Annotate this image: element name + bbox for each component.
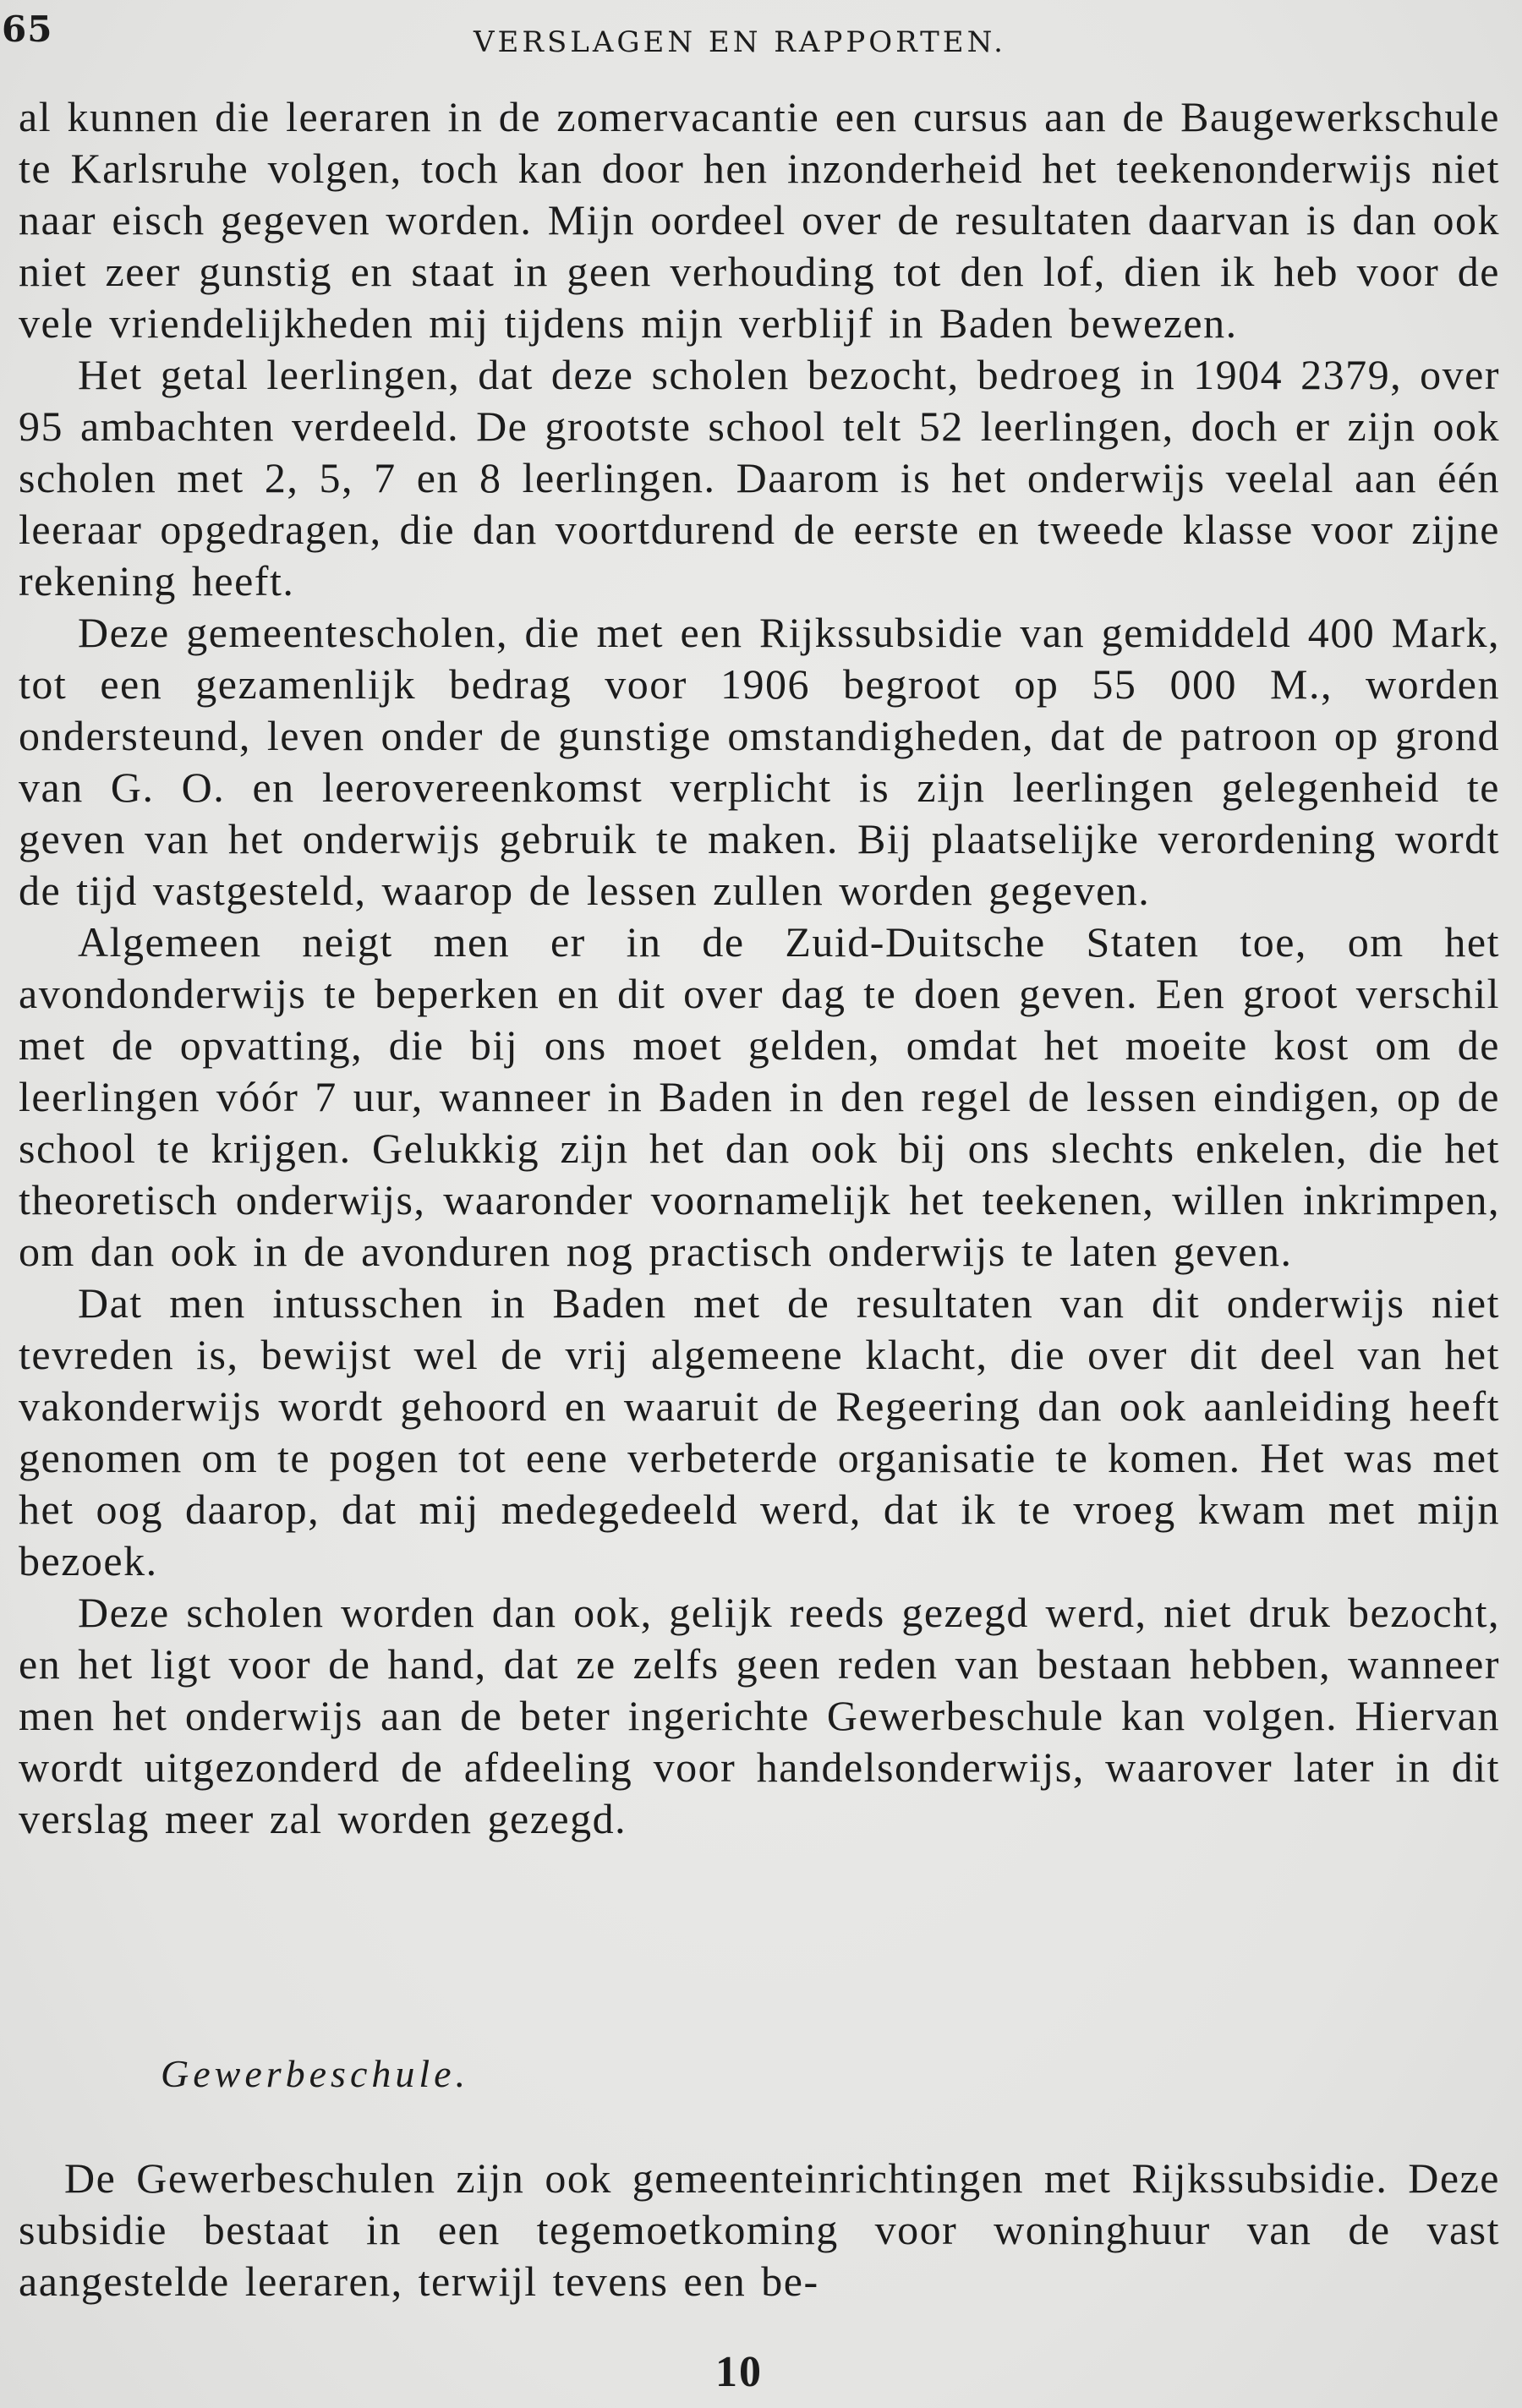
page-header bbox=[0, 7, 1522, 57]
body-text bbox=[19, 91, 1500, 1845]
section-heading: Gewerbeschule. bbox=[161, 2052, 470, 2095]
paragraph: De Gewerbeschulen zijn ook gemeenteinrichtingen met Rijkssubsidie. Deze subsidie bestaat in een tegemoetkoming voor woninghuur van de vast aangestelde leeraren, terwijl tevens een be- bbox=[19, 2154, 1500, 2305]
paragraph: Het getal leerlingen, dat deze scholen bezocht, bedroeg in 1904 2379, over 95 ambachten verdeeld. De grootste school telt 52 leerlingen, doch er zijn ook scholen met 2, 5, 7 en 8 leerlingen. Daarom is het onderwijs veelal aan één leeraar opgedragen, die dan voortdurend de eerste en tweede klasse voor zijne rekening heeft. bbox=[19, 351, 1500, 605]
paragraph: Dat men intusschen in Baden met de resultaten van dit onderwijs niet tevreden is, bewijst wel de vrij algemeene klacht, die over dit deel van het vakonderwijs wordt gehoord en waaruit de Regeering dan ook aanleiding heeft genomen om te pogen tot eene verbeterde organisatie te komen. Het was met het oog daarop, dat mij medegedeeld werd, dat ik te vroeg kwam met mijn bezoek. bbox=[19, 1279, 1500, 1584]
paragraph: Deze gemeentescholen, die met een Rijkssubsidie van gemiddeld 400 Mark, tot een gezamenlijk bedrag voor 1906 begroot op 55 000 M., worden ondersteund, leven onder de gunstige omstandigheden, dat de patroon op grond van G. O. en leerovereenkomst verplicht is zijn leerlingen gelegenheid te geven van het onderwijs gebruik te maken. Bij plaatselijke verordening wordt de tijd vastgesteld, waarop de lessen zullen worden gegeven. bbox=[19, 609, 1500, 914]
paragraph: Algemeen neigt men er in de Zuid-Duitsche Staten toe, om het avondonderwijs te beperken en dit over dag te doen geven. Een groot verschil met de opvatting, die bij ons moet gelden, omdat het moeite kost om de leerlingen vóór 7 uur, wanneer in Baden in den regel de lessen eindigen, op de school te krijgen. Gelukkig zijn het dan ook bij ons slechts enkelen, die het theoretisch onderwijs, waaronder voornamelijk het teekenen, willen inkrimpen, om dan ook in de avonduren nog practisch onderwijs te laten geven. bbox=[19, 918, 1500, 1275]
paragraph: al kunnen die leeraren in de zomervacantie een cursus aan de Baugewerkschule te Karlsruhe volgen, toch kan door hen inzonderheid het teekenonderwijs niet naar eisch gegeven worden. Mijn oordeel over de resultaten daarvan is dan ook niet zeer gunstig en staat in geen verhouding tot den lof, dien ik heb voor de vele vriendelijkheden mij tijdens mijn verblijf in Baden bewezen. bbox=[19, 93, 1500, 347]
paragraph: Deze scholen worden dan ook, gelijk reeds gezegd werd, niet druk bezocht, en het ligt voor de hand, dat ze zelfs geen reden van bestaan hebben, wanneer men het onderwijs aan de beter ingerichte Gewerbeschule kan volgen. Hiervan wordt uitgezonderd de afdeeling voor handelsonderwijs, waarover later in dit verslag meer zal worden gezegd. bbox=[19, 1589, 1500, 1842]
section-body bbox=[19, 2153, 1500, 2307]
page-number: 65 bbox=[2, 8, 53, 50]
signature-mark: 10 bbox=[715, 2348, 763, 2396]
running-head: VERSLAGEN EN RAPPORTEN. bbox=[474, 25, 1006, 59]
